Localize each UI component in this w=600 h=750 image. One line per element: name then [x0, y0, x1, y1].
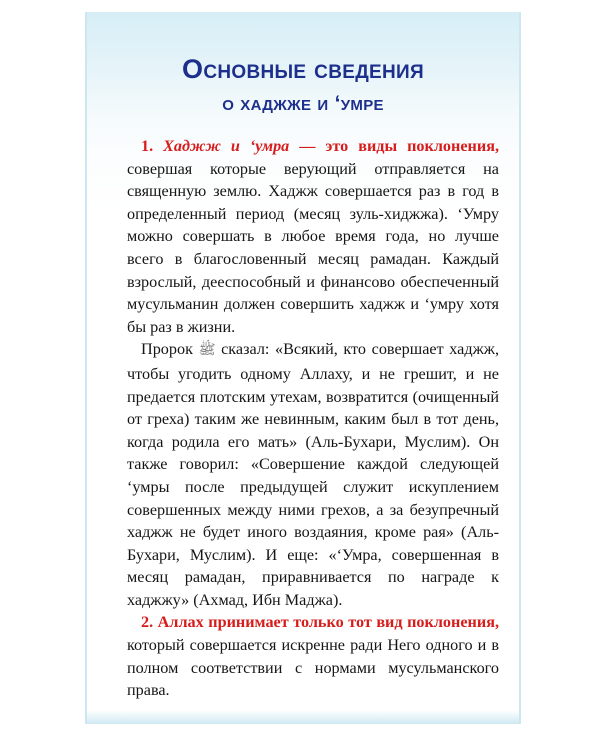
section-1-heading-italic: Хаджж и ʻумра	[163, 137, 290, 155]
section-2-heading: 2. Аллах принимает только тот вид поклонения,	[141, 613, 499, 632]
section-1-text: совершая которые верующий отправляется на священную землю. Хаджж совершается раз в год в определенный период (месяц зуль-хиджжа). ʻУмру можно совершать в любое время года, но лучше всего в благословенный месяц рамадан. Каждый взрослый, дееспособный и финансово обеспеченный мусульманин должен совершить хаджж и ʻумру хотя бы раз в жизни.	[127, 159, 499, 336]
section-2-text: который совершается искренне ради Него одного и в полном соответствии с нормами мусульманского права.	[127, 636, 499, 700]
section-1-heading	[141, 137, 499, 155]
salawat-symbol: ﷺ	[198, 343, 216, 359]
paragraph-2-after: сказал: «Всякий, кто совершает хаджж, чтобы угодить одному Аллаху, и не грешит, и не предается плотским утехам, возвратится (очищенный от греха) таким же невинным, каким был в тот день, когда родила его мать» (Аль-Бухари, Муслим). Он также говорил: «Совершение каждой следующей ʻумры после предыдущей служит искуплением совершенных между ними грехов, а за безупречный хаджж не будет иного воздаяния, кроме рая» (Аль-Бухари, Муслим). И еще: «ʻУмра, совершенная в месяц рамадан, приравнивается по награде к хаджжу» (Ахмад, Ибн Маджа).	[127, 340, 499, 609]
paragraph-1	[127, 135, 499, 338]
section-1-number: 1.	[141, 137, 154, 155]
paragraph-3	[127, 611, 499, 701]
paragraph-2	[127, 338, 499, 611]
book-page	[85, 12, 521, 724]
section-1-heading-rest: — это виды поклонения,	[289, 137, 499, 155]
page-title	[87, 54, 519, 118]
title-line-2: о хаджже и ʻумре	[222, 92, 384, 115]
title-line-1: Основные сведения	[182, 54, 424, 84]
paragraph-2-before: Пророк	[141, 340, 199, 359]
page-bottom-edge	[87, 710, 519, 724]
body-text	[127, 135, 499, 702]
